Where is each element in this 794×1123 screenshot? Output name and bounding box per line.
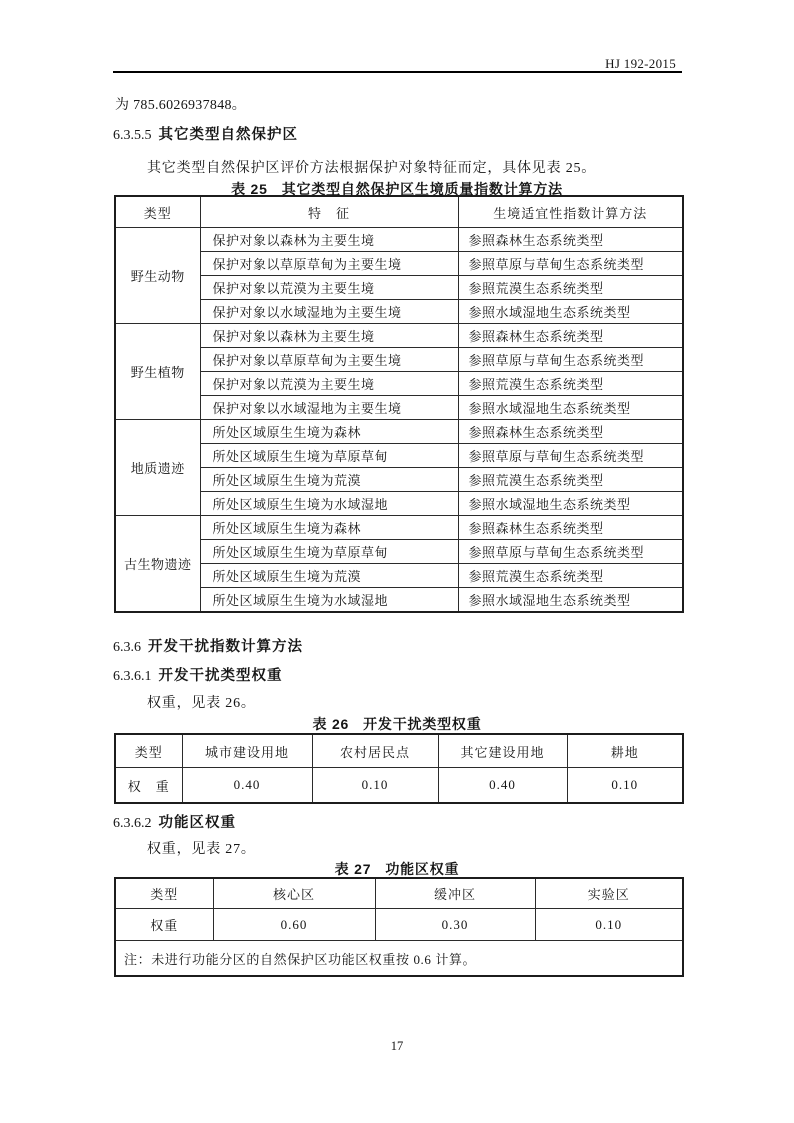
table-caption-label: 表 26 [312,716,350,732]
section-paragraph: 权重，见表 27。 [147,842,256,857]
header-cell: 农村居民点 [312,734,438,768]
table-row [115,372,683,396]
section-number: 6.3.5.5 [113,128,152,143]
feature-cell: 保护对象以草原草甸为主要生境 [200,252,458,276]
table-row [115,348,683,372]
section-number: 6.3.6 [113,640,141,655]
table-note-row [115,941,683,977]
feature-cell: 所处区域原生生境为草原草甸 [200,444,458,468]
method-cell: 参照荒漠生态系统类型 [458,372,683,396]
header-cell: 特 征 [200,196,458,228]
table-row [115,300,683,324]
value-cell: 权重 [115,909,213,941]
feature-cell: 所处区域原生生境为森林 [200,516,458,540]
disturbance-type-weight-table [114,733,684,804]
table-row [115,468,683,492]
value-cell: 0.40 [182,768,312,804]
value-cell: 0.10 [567,768,683,804]
section-heading-6.3.5.5 [113,123,298,144]
table-caption-label: 表 25 [231,181,268,197]
section-paragraph: 其它类型自然保护区评价方法根据保护对象特征而定，具体见表 25。 [147,161,597,176]
table-caption-label: 表 27 [334,861,372,877]
method-cell: 参照森林生态系统类型 [458,516,683,540]
method-cell: 参照森林生态系统类型 [458,420,683,444]
feature-cell: 所处区域原生生境为水域湿地 [200,492,458,516]
table-row [115,516,683,540]
type-cell: 野生动物 [115,228,200,324]
feature-cell: 保护对象以草原草甸为主要生境 [200,348,458,372]
header-rule [113,71,682,73]
table-caption-title: 功能区权重 [385,861,460,877]
method-cell: 参照草原与草甸生态系统类型 [458,252,683,276]
header-cell: 城市建设用地 [182,734,312,768]
table-row [115,396,683,420]
feature-cell: 保护对象以荒漠为主要生境 [200,276,458,300]
table-caption-title: 开发干扰类型权重 [363,716,482,732]
header-cell: 耕地 [567,734,683,768]
feature-cell: 保护对象以森林为主要生境 [200,324,458,348]
result-line: 为 785.6026937848。 [115,98,247,113]
section-paragraph: 权重，见表 26。 [147,696,256,711]
table-row [115,909,683,941]
section-heading-6.3.6 [113,635,303,656]
feature-cell: 所处区域原生生境为水域湿地 [200,588,458,613]
method-cell: 参照水域湿地生态系统类型 [458,492,683,516]
functional-zone-weight-table [114,877,684,977]
value-cell: 0.40 [438,768,567,804]
method-cell: 参照水域湿地生态系统类型 [458,588,683,613]
feature-cell: 所处区域原生生境为荒漠 [200,564,458,588]
header-cell: 缓冲区 [375,878,535,909]
table-row [115,276,683,300]
section-title: 开发干扰类型权重 [158,668,283,684]
table-header-row [115,196,683,228]
page-number: 17 [390,1039,404,1053]
type-cell: 野生植物 [115,324,200,420]
table-caption-title: 其它类型自然保护区生境质量指数计算方法 [281,181,563,197]
feature-cell: 保护对象以森林为主要生境 [200,228,458,252]
header-cell: 类型 [115,878,213,909]
method-cell: 参照森林生态系统类型 [458,228,683,252]
header-cell: 生境适宜性指数计算方法 [458,196,683,228]
section-heading-6.3.6.2 [113,811,236,832]
value-cell: 0.10 [535,909,683,941]
header-cell: 其它建设用地 [438,734,567,768]
value-cell: 0.30 [375,909,535,941]
header-cell: 类型 [115,196,200,228]
header-cell: 类型 [115,734,182,768]
feature-cell: 保护对象以荒漠为主要生境 [200,372,458,396]
section-number: 6.3.6.2 [113,816,152,831]
note-cell: 注：未进行功能分区的自然保护区功能区权重按 0.6 计算。 [115,941,683,977]
table26-caption [0,714,794,734]
method-cell: 参照草原与草甸生态系统类型 [458,348,683,372]
feature-cell: 保护对象以水域湿地为主要生境 [200,396,458,420]
table-row [115,444,683,468]
type-cell: 地质遗迹 [115,420,200,516]
section-title: 其它类型自然保护区 [158,127,298,143]
method-cell: 参照荒漠生态系统类型 [458,468,683,492]
header-cell: 核心区 [213,878,375,909]
feature-cell: 所处区域原生生境为森林 [200,420,458,444]
feature-cell: 保护对象以水域湿地为主要生境 [200,300,458,324]
method-cell: 参照水域湿地生态系统类型 [458,396,683,420]
header-cell: 实验区 [535,878,683,909]
standard-reference: HJ 192-2015 [605,56,676,71]
section-number: 6.3.6.1 [113,669,152,684]
method-cell: 参照水域湿地生态系统类型 [458,300,683,324]
table-row [115,540,683,564]
table-row [115,564,683,588]
table-row [115,252,683,276]
method-cell: 参照森林生态系统类型 [458,324,683,348]
feature-cell: 所处区域原生生境为草原草甸 [200,540,458,564]
value-cell: 权 重 [115,768,182,804]
section-title: 开发干扰指数计算方法 [148,639,303,655]
method-cell: 参照荒漠生态系统类型 [458,564,683,588]
type-cell: 古生物遗迹 [115,516,200,613]
table-row [115,228,683,252]
section-title: 功能区权重 [158,815,236,831]
method-cell: 参照草原与草甸生态系统类型 [458,444,683,468]
value-cell: 0.60 [213,909,375,941]
table-row [115,768,683,804]
table27-caption [0,859,794,879]
method-cell: 参照荒漠生态系统类型 [458,276,683,300]
value-cell: 0.10 [312,768,438,804]
table-row [115,420,683,444]
table-header-row [115,878,683,909]
habitat-quality-index-table [114,195,684,613]
section-heading-6.3.6.1 [113,664,283,685]
table-header-row [115,734,683,768]
table-row [115,324,683,348]
method-cell: 参照草原与草甸生态系统类型 [458,540,683,564]
table-row [115,588,683,613]
table-row [115,492,683,516]
feature-cell: 所处区域原生生境为荒漠 [200,468,458,492]
